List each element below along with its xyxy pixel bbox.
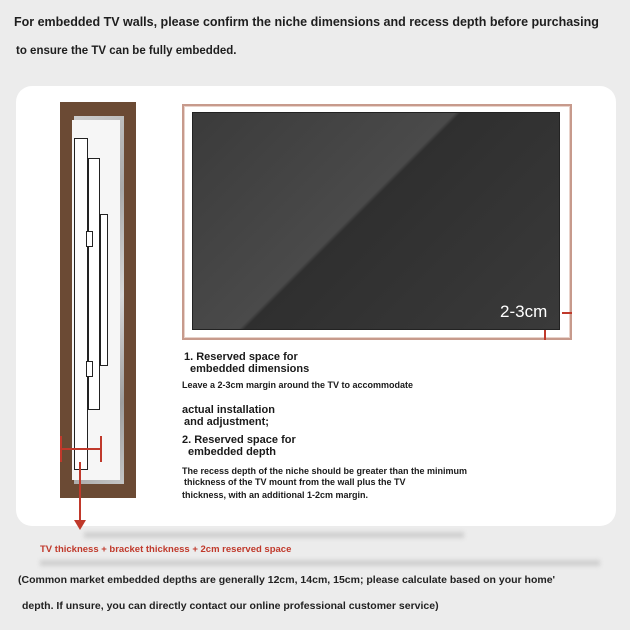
depth-arrow-head — [74, 520, 86, 530]
depth-measure-right — [100, 436, 102, 462]
section1-title-a: 1. Reserved space for — [184, 351, 298, 363]
section2-body-a: The recess depth of the niche should be greater than the minimum — [182, 466, 468, 476]
footer-line-2: depth. If unsure, you can directly contact our online professional customer service) — [22, 600, 439, 612]
wall-wood-bottom — [60, 484, 136, 498]
margin-tick-vertical — [544, 330, 546, 340]
tv-side-view — [74, 138, 88, 470]
section1-body-c: and adjustment; — [184, 416, 269, 428]
wall-wood-right — [124, 102, 136, 498]
bracket-clip-top — [86, 231, 93, 247]
depth-arrow-line — [79, 462, 81, 524]
depth-measure-left — [60, 436, 62, 462]
diagram-card — [16, 86, 616, 526]
section2-title-b: embedded depth — [188, 446, 277, 458]
header-line-1: For embedded TV walls, please confirm the niche dimensions and recess depth before purchasing — [14, 15, 599, 29]
blurred-text-artifact — [84, 532, 464, 538]
wall-wood-top — [60, 102, 136, 116]
section1-body-a: Leave a 2-3cm margin around the TV to accommodate — [182, 380, 414, 390]
section1-body-b: actual installation — [182, 404, 275, 416]
blurred-text-artifact-2 — [40, 560, 600, 566]
depth-caption: TV thickness + bracket thickness + 2cm reserved space — [40, 544, 292, 555]
section1-title-b: embedded dimensions — [190, 363, 310, 375]
wall-bracket — [100, 214, 108, 366]
tv-screen — [192, 112, 560, 330]
section2-body-c: thickness, with an additional 1-2cm margin. — [182, 490, 369, 500]
footer-line-1: (Common market embedded depths are generally 12cm, 14cm, 15cm; please calculate based on your home' — [18, 574, 556, 586]
section2-title-a: 2. Reserved space for — [182, 434, 296, 446]
bracket-clip-bottom — [86, 361, 93, 377]
section2-body-b: thickness of the TV mount from the wall plus the TV — [184, 477, 406, 487]
margin-label: 2-3cm — [500, 302, 548, 321]
margin-tick-horizontal — [562, 312, 572, 314]
header-line-2: to ensure the TV can be fully embedded. — [16, 45, 237, 57]
depth-measure-line — [61, 448, 101, 450]
